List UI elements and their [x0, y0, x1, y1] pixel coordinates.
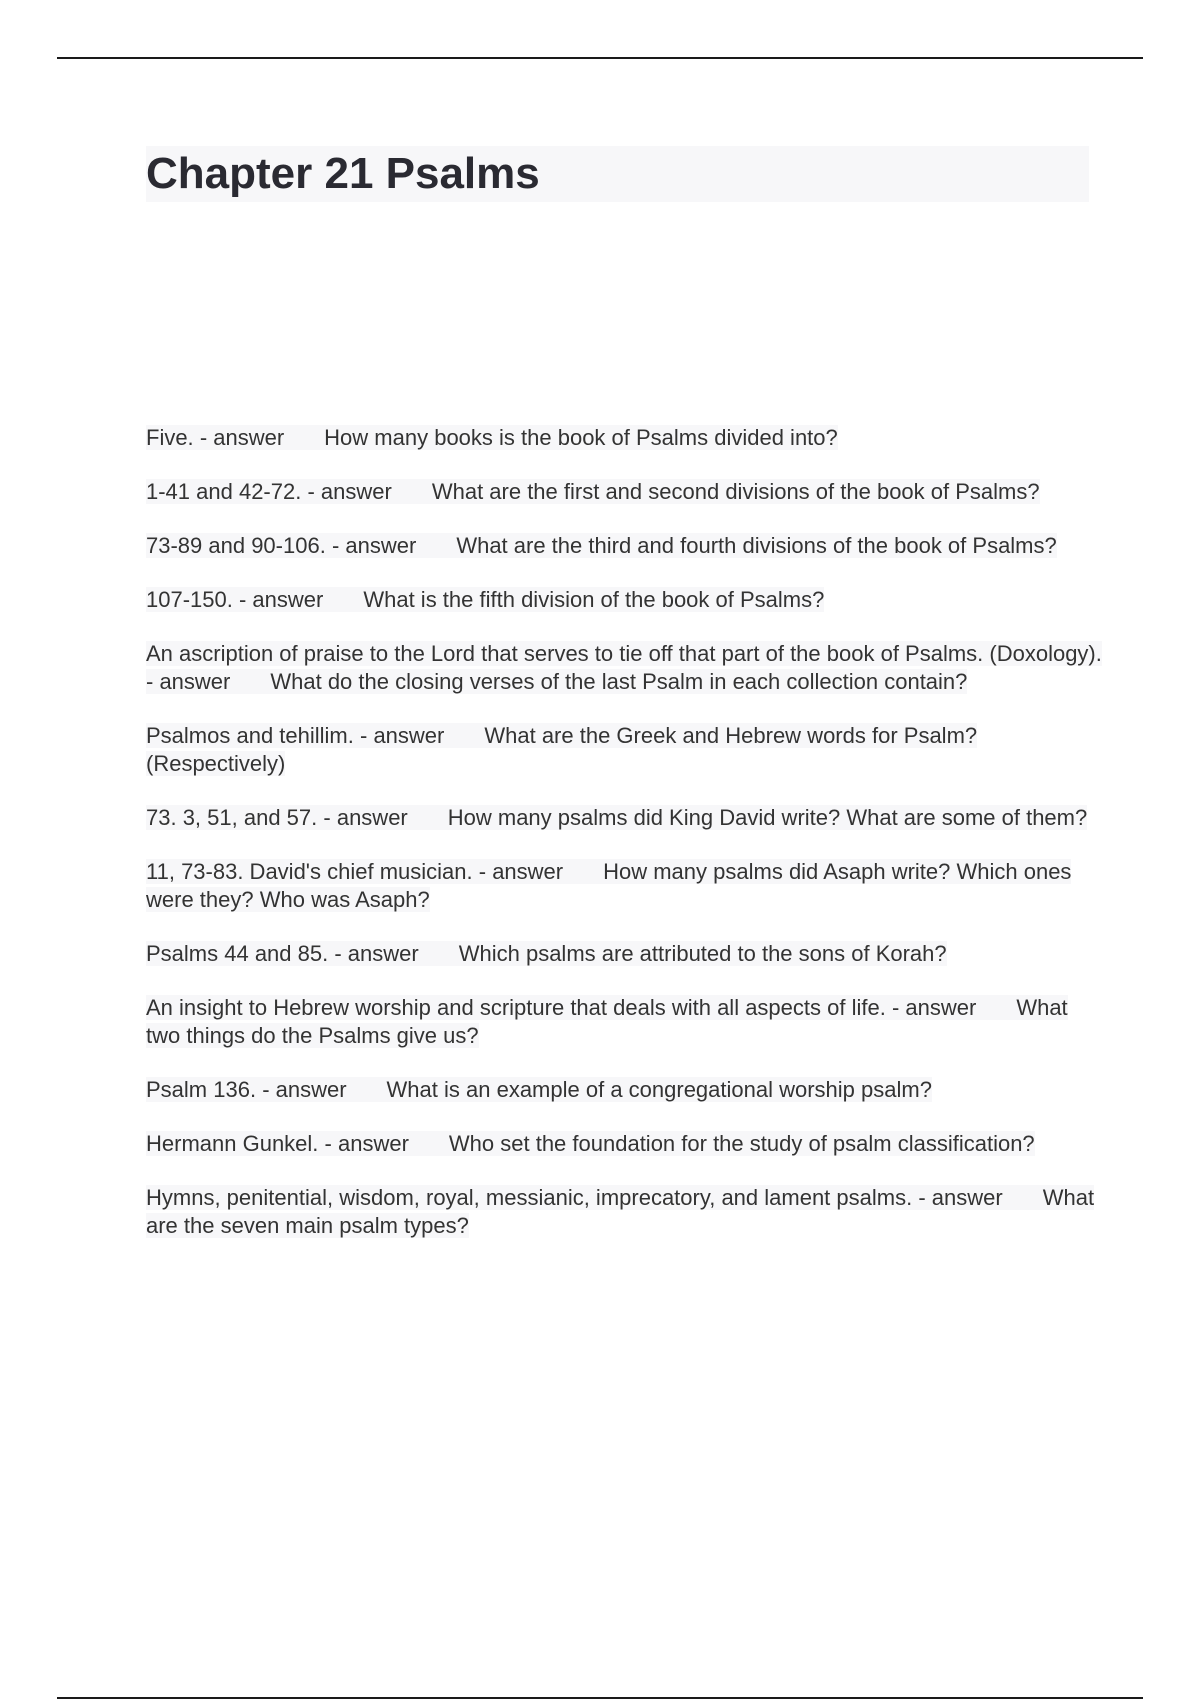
flashcard-text [146, 587, 824, 612]
answer-separator: - answer [891, 995, 977, 1020]
flashcard-question: What are the seven main psalm types? [146, 1185, 1095, 1238]
flashcard-text [146, 479, 1040, 504]
flashcard-text [146, 941, 947, 966]
flashcard-question: Which psalms are attributed to the sons of Korah? [458, 941, 947, 966]
answer-separator: - answer [324, 1131, 409, 1156]
answer-separator: - answer [918, 1185, 1003, 1210]
flashcard-question: What two things do the Psalms give us? [146, 995, 1068, 1048]
flashcard-item [146, 1076, 1106, 1104]
flashcard-item [146, 940, 1106, 968]
flashcard-text [146, 641, 1102, 694]
flashcard-text [146, 1131, 1035, 1156]
flashcard-text [146, 1185, 1094, 1238]
flashcard-item [146, 586, 1106, 614]
flashcard-answer: Five. [146, 425, 194, 450]
flashcard-item [146, 1130, 1106, 1158]
flashcard-answer: An ascription of praise to the Lord that serves to tie off that part of the book of Psalms. (Doxology). [146, 641, 1102, 666]
flashcard-question: How many books is the book of Psalms divided into? [324, 425, 838, 450]
flashcard-question: What are the first and second divisions of the book of Psalms? [431, 479, 1040, 504]
flashcard-answer: Psalm 136. [146, 1077, 257, 1102]
flashcard-list [146, 424, 1106, 1266]
top-rule [57, 57, 1143, 59]
bottom-rule [57, 1697, 1143, 1699]
answer-separator: - answer [146, 669, 231, 694]
flashcard-answer: 73. 3, 51, and 57. [146, 805, 318, 830]
flashcard-question: Who set the foundation for the study of psalm classification? [448, 1131, 1035, 1156]
answer-separator: - answer [238, 587, 324, 612]
flashcard-answer: Psalmos and tehillim. [146, 723, 354, 748]
flashcard-question: How many psalms did Asaph write? Which ones were they? Who was Asaph? [146, 859, 1072, 912]
flashcard-text [146, 805, 1087, 830]
flashcard-item [146, 640, 1106, 696]
answer-separator: - answer [331, 533, 417, 558]
flashcard-item [146, 532, 1106, 560]
answer-separator: - answer [307, 479, 392, 504]
answer-separator: - answer [199, 425, 285, 450]
flashcard-item [146, 478, 1106, 506]
flashcard-text [146, 533, 1057, 558]
flashcard-item [146, 722, 1106, 778]
flashcard-item [146, 994, 1106, 1050]
flashcard-question: What are the third and fourth divisions of the book of Psalms? [456, 533, 1057, 558]
answer-separator: - answer [323, 805, 408, 830]
flashcard-question: What do the closing verses of the last Psalm in each collection contain? [270, 669, 968, 694]
flashcard-item [146, 1184, 1106, 1240]
flashcard-text [146, 859, 1071, 912]
flashcard-text [146, 723, 977, 776]
flashcard-text [146, 1077, 932, 1102]
flashcard-answer: 11, 73-83. David's chief musician. [146, 859, 473, 884]
answer-separator: - answer [334, 941, 419, 966]
flashcard-question: What is the fifth division of the book of Psalms? [363, 587, 825, 612]
flashcard-item [146, 424, 1106, 452]
answer-separator: - answer [478, 859, 564, 884]
page-title: Chapter 21 Psalms [146, 149, 540, 198]
flashcard-answer: 73-89 and 90-106. [146, 533, 326, 558]
flashcard-answer: Hymns, penitential, wisdom, royal, messianic, imprecatory, and lament psalms. [146, 1185, 913, 1210]
answer-separator: - answer [262, 1077, 347, 1102]
flashcard-answer: Hermann Gunkel. [146, 1131, 319, 1156]
flashcard-question: What is an example of a congregational worship psalm? [386, 1077, 932, 1102]
flashcard-answer: Psalms 44 and 85. [146, 941, 329, 966]
flashcard-item [146, 858, 1106, 914]
flashcard-answer: 1-41 and 42-72. [146, 479, 302, 504]
flashcard-question: What are the Greek and Hebrew words for Psalm? (Respectively) [146, 723, 978, 776]
flashcard-question: How many psalms did King David write? What are some of them? [447, 805, 1088, 830]
answer-separator: - answer [360, 723, 445, 748]
flashcard-answer: An insight to Hebrew worship and scripture that deals with all aspects of life. [146, 995, 886, 1020]
flashcard-answer: 107-150. [146, 587, 233, 612]
flashcard-text [146, 995, 1068, 1048]
flashcard-text [146, 425, 838, 450]
flashcard-item [146, 804, 1106, 832]
